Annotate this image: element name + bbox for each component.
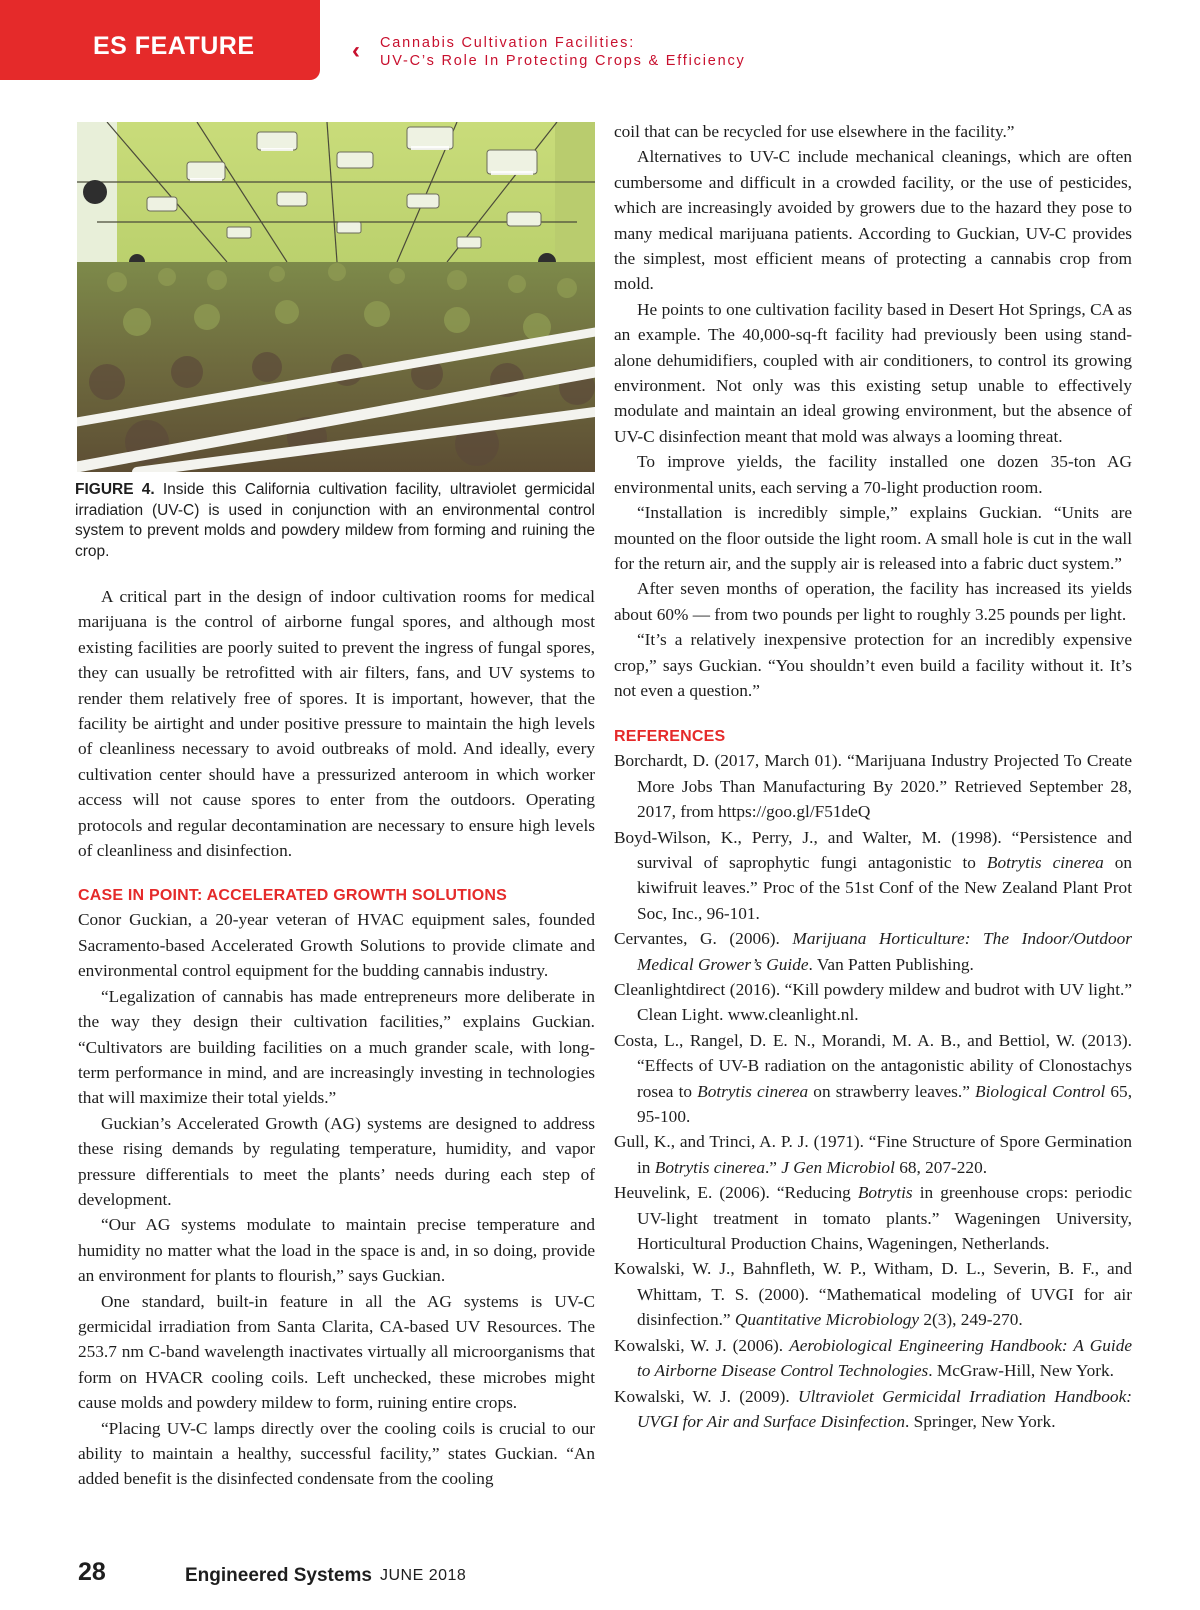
article-title-line-2: UV-C’s Role In Protecting Crops & Efficiency <box>380 53 746 69</box>
reference-italic: Botrytis <box>857 1183 913 1203</box>
body-paragraph: Alternatives to UV-C include mechanical cleanings, which are often cumbersome and difficult in a crowded facility, or the use of pesticides, which are increasingly avoided by growers due to the hazard they pose to many medical marijuana patients. According to Guckian, UV-C provides the simplest, most efficient means of protecting a cannabis crop from mold. <box>614 147 1132 294</box>
reference-item <box>614 1384 1132 1435</box>
reference-text: Cervantes, G. (2006). <box>614 929 793 949</box>
article-running-title <box>380 34 746 70</box>
references-list <box>614 748 1132 1434</box>
reference-text: Costa, L., Rangel, D. E. N., Morandi, M. A. B., and Bettiol, W. (2013). “Effects of UV-B radiation on the antagonistic ability of Clonostachys rosea to <box>614 1030 1132 1101</box>
reference-text: .” <box>764 1157 782 1177</box>
right-column <box>614 119 1132 1434</box>
reference-italic: Biological Control <box>975 1081 1106 1101</box>
reference-item <box>614 1333 1132 1384</box>
case-paragraph: One standard, built-in feature in all the AG systems is UV-C germicidal irradiation from Santa Clarita, CA-based UV Resources. The 253.7 nm C-band wavelength inactivates virtually all microorganisms that form on HVACR cooling coils. Left unchecked, these microbes might cause molds and powdery mildew to form, ruining entire crops. <box>78 1291 595 1413</box>
figure-caption-text: Inside this California cultivation facility, ultraviolet germicidal irradiation (UV-C) is used in conjunction with an environmental control system to prevent molds and powdery mildew from forming and ruining the crop. <box>75 481 595 560</box>
reference-italic: Botrytis cinerea <box>697 1081 809 1101</box>
reference-text: Kowalski, W. J. (2006). <box>614 1335 790 1355</box>
reference-text: Borchardt, D. (2017, March 01). “Marijuana Industry Projected To Create More Jobs Than Manufacturing By 2020.” Retrieved September 28, 2017, from https://goo.gl/F51deQ <box>614 751 1132 822</box>
reference-italic: Marijuana Horticulture: The Indoor/Outdoor Medical Grower’s Guide <box>637 929 1132 974</box>
reference-italic: Quantitative Microbiology <box>734 1310 920 1330</box>
reference-text: in greenhouse crops: periodic UV-light treatment in tomato plants.” Wageningen University, Horticultural Production Chains, Wageningen, Netherlands. <box>637 1183 1132 1254</box>
references-heading: REFERENCES <box>614 728 726 746</box>
reference-text: Kowalski, W. J. (2009). <box>614 1386 798 1406</box>
reference-text: Boyd-Wilson, K., Perry, J., and Walter, M. (1998). “Persistence and survival of saprophytic fungi antagonistic to <box>614 827 1132 872</box>
grow-room-illustration <box>77 122 595 472</box>
publication-name: Engineered Systems <box>185 1565 372 1586</box>
reference-text: Heuvelink, E. (2006). “Reducing <box>614 1183 858 1203</box>
reference-text: Kowalski, W. J., Bahnfleth, W. P., Witham, D. L., Severin, B. F., and Whittam, T. S. (2000). “Mathematical modeling of UVGI for air disinfection.” <box>614 1259 1132 1330</box>
reference-item <box>614 926 1132 977</box>
page-number: 28 <box>78 1558 106 1586</box>
article-title-line-1: Cannabis Cultivation Facilities: <box>380 35 636 51</box>
reference-item <box>614 1129 1132 1180</box>
case-paragraph: Conor Guckian, a 20-year veteran of HVAC equipment sales, founded Sacramento-based Accelerated Growth Solutions to provide climate and environmental control equipment for the budding cannabis industry. <box>78 910 595 981</box>
case-paragraph: “Placing UV-C lamps directly over the cooling coils is crucial to our ability to maintain a healthy, successful facility,” states Guckian. “An added benefit is the disinfected condensate from the cooling <box>78 1418 595 1489</box>
reference-italic: J Gen Microbiol <box>781 1157 895 1177</box>
reference-text: Cleanlightdirect (2016). “Kill powdery mildew and budrot with UV light.” Clean Light. www.cleanlight.nl. <box>614 980 1132 1025</box>
body-paragraph: After seven months of operation, the facility has increased its yields about 60% — from two pounds per light to roughly 3.25 pounds per light. <box>614 579 1132 624</box>
body-paragraph: To improve yields, the facility installed one dozen 35-ton AG environmental units, each serving a 70-light production room. <box>614 452 1132 497</box>
section-tag: ES FEATURE <box>93 32 255 60</box>
reference-item <box>614 1256 1132 1332</box>
reference-italic: Botrytis cinerea <box>654 1157 765 1177</box>
chevron-left-icon: ‹ <box>352 37 360 64</box>
reference-text: 68, 207-220. <box>894 1157 988 1177</box>
case-paragraph: Guckian’s Accelerated Growth (AG) systems are designed to address these rising demands by regulating temperature, humidity, and vapor pressure differentials to meet the plants’ needs during each step of development. <box>78 1113 595 1209</box>
body-paragraph: “Installation is incredibly simple,” explains Guckian. “Units are mounted on the floor outside the light room. A small hole is cut in the wall for the return air, and the supply air is released into a fabric duct system.” <box>614 503 1132 573</box>
case-paragraph: “Our AG systems modulate to maintain precise temperature and humidity no matter what the load in the space is and, in so doing, provide an environment for plants to flourish,” says Guckian. <box>78 1215 595 1286</box>
reference-item <box>614 748 1132 824</box>
reference-italic: Aerobiological Engineering Handbook: A Guide to Airborne Disease Control Technologies <box>637 1335 1133 1381</box>
body-paragraph: “It’s a relatively inexpensive protection for an incredibly expensive crop,” says Guckian. “You shouldn’t even build a facility without it. It’s not even a question.” <box>614 630 1132 700</box>
figure-caption <box>75 480 595 562</box>
reference-item <box>614 977 1132 1028</box>
figure-photo <box>77 122 595 472</box>
reference-text: . Springer, New York. <box>905 1411 1056 1431</box>
reference-text: on kiwifruit leaves.” Proc of the 51st Conf of the New Zealand Plant Prot Soc, Inc., 96-101. <box>637 852 1132 923</box>
figure-label: FIGURE 4. <box>75 481 155 498</box>
reference-item <box>614 1180 1132 1256</box>
reference-italic: Ultraviolet Germicidal Irradiation Handbook: UVGI for Air and Surface Disinfection <box>637 1386 1132 1431</box>
intro-paragraph: A critical part in the design of indoor cultivation rooms for medical marijuana is the control of airborne fungal spores, and although most existing facilities are poorly suited to prevent the ingress of fungal spores, they can usually be retrofitted with air filters, fans, and UV systems to render them relatively free of spores. It is important, however, that the facility be airtight and under positive pressure to maintain the high levels of cleanliness necessary to avoid outbreaks of mold. And ideally, every cultivation center should have a pressurized anteroom in which worker access will not cause spores to enter from the outdoors. Operating protocols and regular decontamination are necessary to ensure high levels of cleanliness and disinfection. <box>78 587 595 861</box>
issue-date: JUNE 2018 <box>380 1567 467 1584</box>
reference-item <box>614 1028 1132 1130</box>
case-paragraph: “Legalization of cannabis has made entrepreneurs more deliberate in the way they design their cultivation facilities,” explains Guckian. “Cultivators are building facilities on a much grander scale, with long-term performance in mind, and are increasingly investing in technologies that will maximize their total yields.” <box>78 986 595 1108</box>
reference-text: on strawberry leaves.” <box>808 1081 976 1101</box>
case-heading: CASE IN POINT: ACCELERATED GROWTH SOLUTIONS <box>78 887 508 905</box>
reference-italic: Botrytis cinerea <box>986 852 1104 872</box>
reference-text: Gull, K., and Trinci, A. P. J. (1971). “Fine Structure of Spore Germination in <box>614 1132 1132 1177</box>
reference-text: . McGraw-Hill, New York. <box>928 1361 1114 1381</box>
reference-text: 2(3), 249-270. <box>919 1310 1023 1330</box>
left-column <box>78 584 595 1492</box>
body-paragraph: He points to one cultivation facility based in Desert Hot Springs, CA as an example. The 40,000-sq-ft facility had previously been using stand-alone dehumidifiers, coupled with air conditioners, to control its growing environment. Not only was this existing setup unable to effectively modulate and maintain an ideal growing environment, but the absence of UV-C disinfection meant that mold was always a looming threat. <box>614 299 1132 446</box>
section-tab <box>0 0 320 80</box>
reference-item <box>614 825 1132 927</box>
reference-text: 65, 95-100. <box>637 1081 1133 1127</box>
reference-text: . Van Patten Publishing. <box>808 954 974 974</box>
body-paragraph: coil that can be recycled for use elsewhere in the facility.” <box>614 122 1015 141</box>
